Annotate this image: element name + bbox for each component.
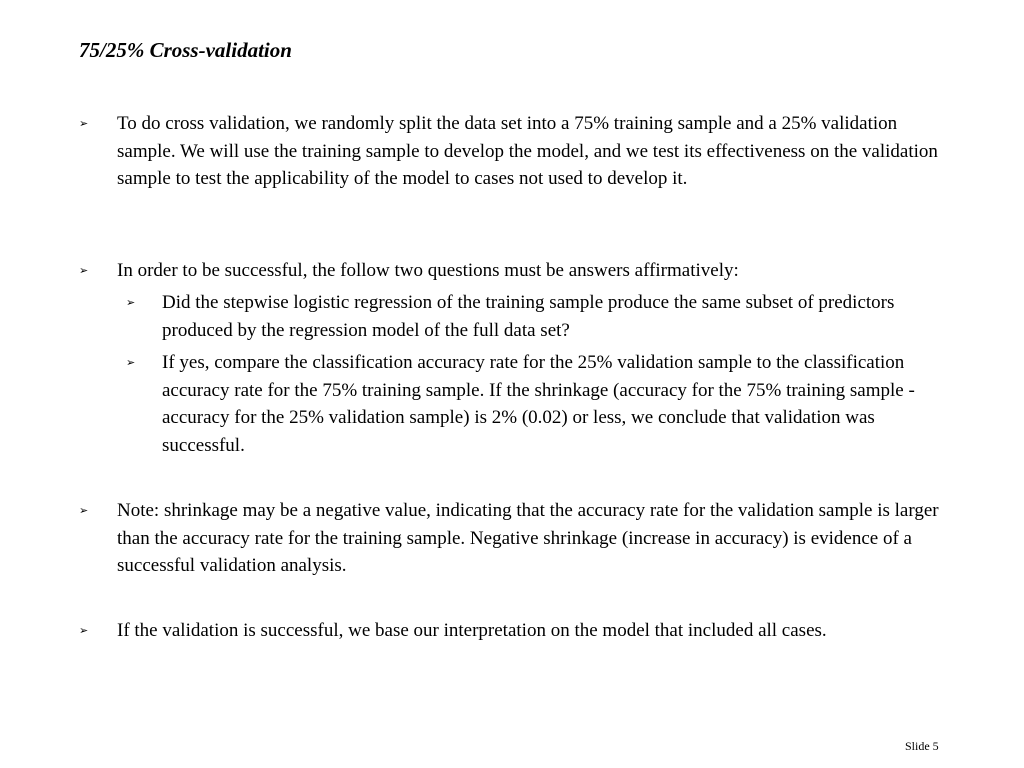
arrow-bullet-icon: ➢ [79,624,89,637]
sub-bullet-text: If yes, compare the classification accuracy rate for the 25% validation sample to the classification accuracy rate for the 75% training sample. If the shrinkage (accuracy for the 75% training sample - accuracy for the 25% validation sample) is 2% (0.02) or less, we conclude that validation was successful. [162,352,915,456]
bullet-text: If the validation is successful, we base our interpretation on the model that included all cases. [117,620,827,641]
arrow-bullet-icon: ➢ [79,264,89,277]
sub-bullet-text: Did the stepwise logistic regression of the training sample produce the same subset of predictors produced by the regression model of the full data set? [162,292,895,341]
slide-title: 75/25% Cross-validation [79,38,292,62]
bullet-text: Note: shrinkage may be a negative value, indicating that the accuracy rate for the validation sample is larger than the accuracy rate for the training sample. Negative shrinkage (increase in accuracy) is evidence of a successful validation analysis. [117,500,939,576]
arrow-bullet-icon: ➢ [79,117,89,130]
arrow-bullet-icon: ➢ [126,296,136,309]
arrow-bullet-icon: ➢ [79,504,89,517]
bullet-text: To do cross validation, we randomly split the data set into a 75% training sample and a 25% validation sample. We will use the training sample to develop the model, and we test its effectiveness on the validation sample to test the applicability of the model to cases not used to develop it. [117,113,938,189]
bullet-text: In order to be successful, the follow two questions must be answers affirmatively: [117,260,739,281]
arrow-bullet-icon: ➢ [126,356,136,369]
slide-number: Slide 5 [905,739,939,753]
